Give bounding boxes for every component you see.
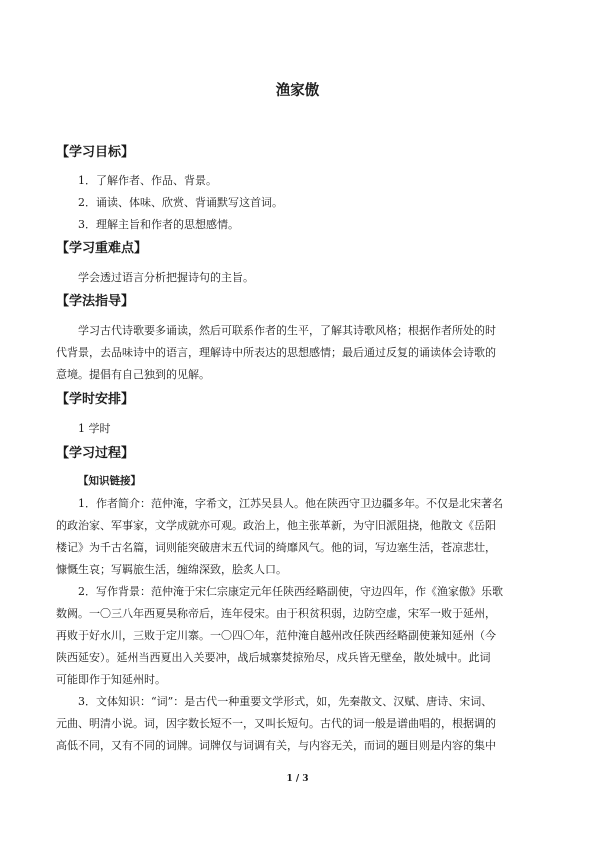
page-title: 渔家傲: [275, 83, 320, 99]
method-line: 学习古代诗歌要多诵读，然后可联系作者的生平，了解其诗歌风格；根据作者所处的时: [78, 324, 496, 337]
author-intro-line: 1．作者简介：范仲淹，字希文，江苏吴县人。他在陕西守卫边疆多年。不仅是北宋著名: [78, 497, 503, 510]
goal-item: 2．诵读、体味、欣赏、背诵默写这首词。: [78, 196, 283, 209]
background-line: 数阙。一〇三八年西夏昊称帝后，连年侵宋。由于积贫积弱，边防空虚，宋军一败于延州，: [56, 607, 496, 620]
genre-line: 高低不同，又有不同的词牌。词牌仅与词调有关，与内容无关，而词的题目则是内容的集中: [56, 739, 496, 752]
key-points-text: 学会透过语言分析把握诗句的主旨。: [78, 271, 254, 284]
schedule-text: 1 学时: [78, 422, 111, 435]
schedule-heading: 【学时安排】: [56, 392, 135, 407]
method-heading: 【学法指导】: [56, 294, 135, 309]
knowledge-link-heading: 【知识链接】: [78, 475, 141, 487]
process-heading: 【学习过程】: [56, 446, 135, 461]
genre-line: 3．文体知识：“词”：是古代一种重要文学形式，如，先秦散文、汉赋、唐诗、宋词、: [78, 695, 493, 708]
goal-item: 3．理解主旨和作者的思想感情。: [78, 218, 239, 231]
method-line: 代背景，去品味诗中的语言，理解诗中所表达的思想感情；最后通过反复的诵读体会诗歌的: [56, 346, 496, 359]
method-line: 意境。提倡有自己独到的见解。: [56, 368, 210, 381]
background-line: 陕西延安）。延州当西夏出入关要冲，战后城寨焚掠殆尽，戍兵皆无壁垒，散处城中。此词: [56, 651, 491, 664]
goal-item: 1．了解作者、作品、背景。: [78, 174, 217, 187]
author-intro-line: 的政治家、军事家，文学成就亦可观。政治上，他主张革新，为守旧派阻挠，他散文《岳阳: [56, 519, 496, 532]
background-line: 2．写作背景：范仲淹于宋仁宗康定元年任陕西经略副使，守边四年，作《渔家傲》乐歌: [78, 585, 503, 598]
key-points-heading: 【学习重难点】: [56, 241, 148, 256]
background-line: 再败于好水川，三败于定川寨。一〇四〇年，范仲淹自越州改任陕西经略副使兼知延州（今: [56, 629, 496, 642]
author-intro-line: 慷慨生哀；写羁旅生活，缠绵深致，脍炙人口。: [56, 563, 287, 576]
author-intro-line: 楼记》为千古名篇，词则能突破唐末五代词的绮靡风气。他的词，写边塞生活，苍凉悲壮，: [56, 541, 496, 554]
goals-heading: 【学习目标】: [56, 145, 135, 160]
genre-line: 元曲、明清小说。词，因字数长短不一，又叫长短句。古代的词一般是谱曲唱的，根据调的: [56, 717, 496, 730]
page-number: 1 / 3: [286, 774, 309, 784]
background-line: 可能即作于知延州时。: [56, 673, 166, 686]
